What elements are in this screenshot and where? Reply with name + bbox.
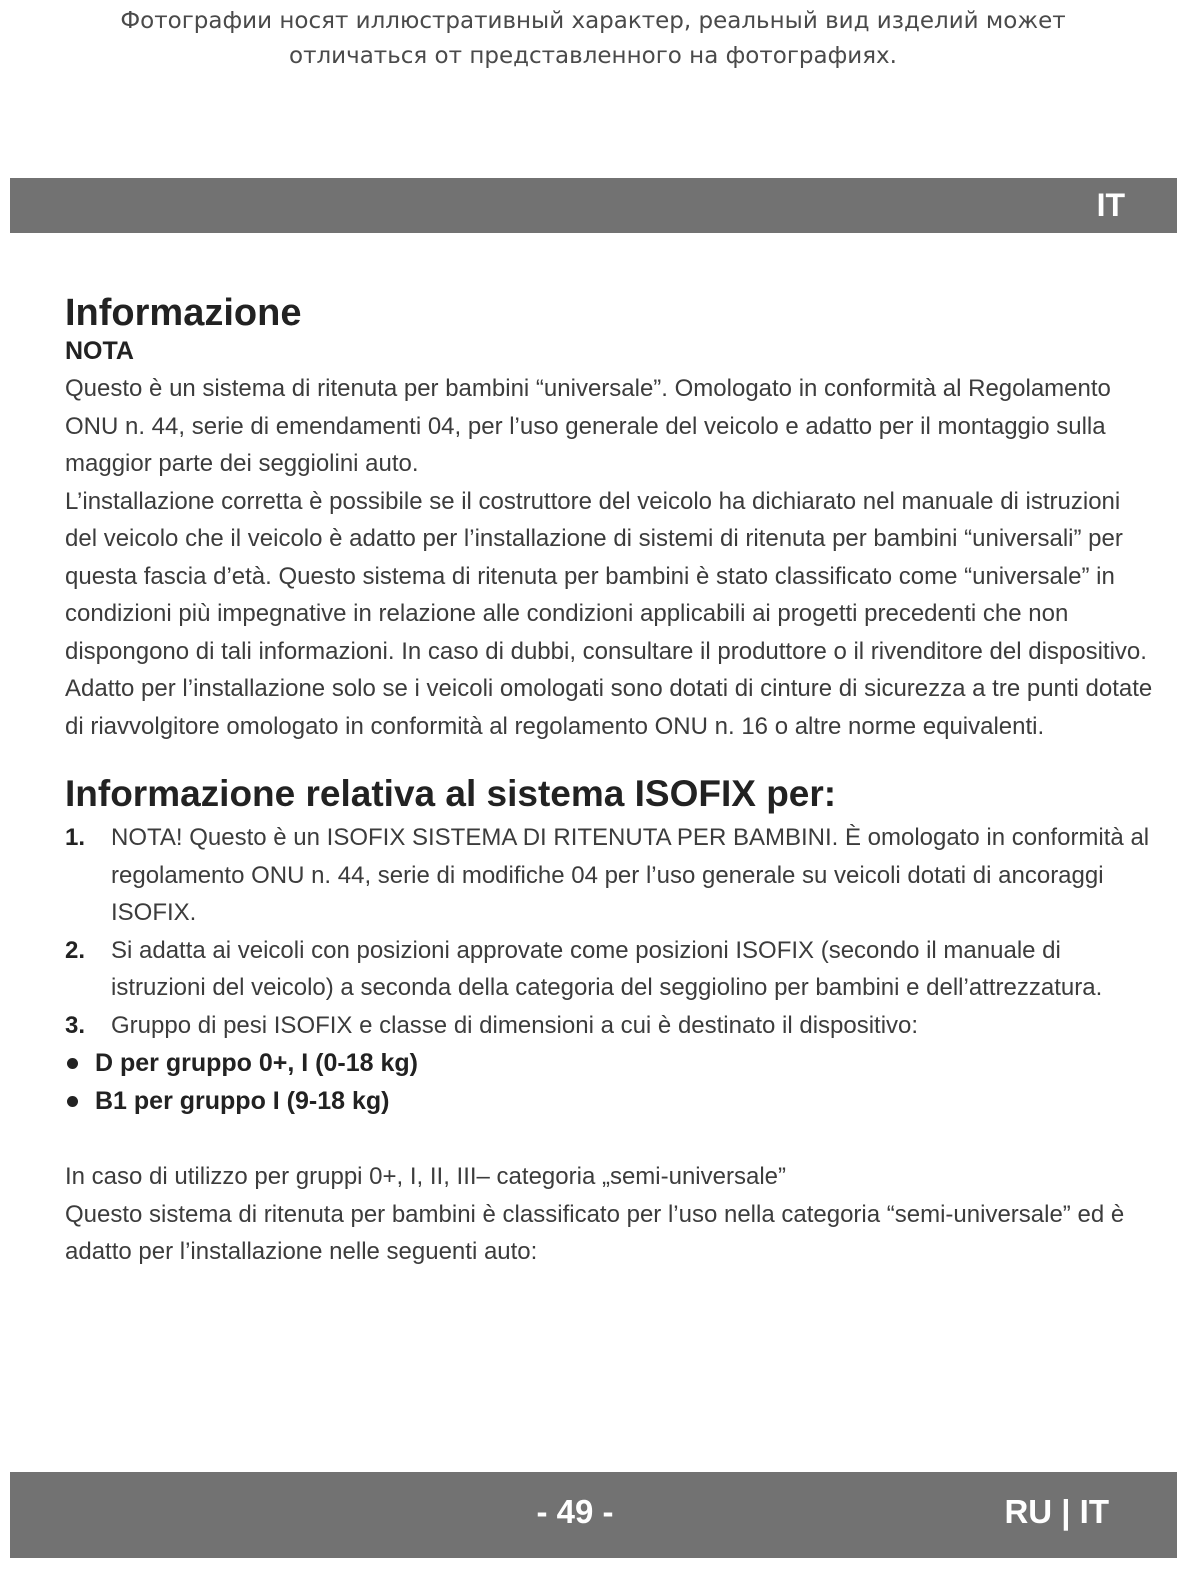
- bullet-item: [65, 1044, 1155, 1082]
- bullet-text: D per gruppo 0+, I (0-18 kg): [95, 1049, 418, 1077]
- disclaimer-line-1: Фотографии носят иллюстративный характер, реальный вид изделий может: [120, 8, 1066, 34]
- section-title-isofix: Informazione relativa al sistema ISOFIX per:: [65, 773, 837, 814]
- bullet-item: [65, 1082, 1155, 1120]
- footer-bar: [10, 1472, 1177, 1558]
- weight-group-list: [65, 1044, 1155, 1120]
- photo-disclaimer: [0, 4, 1186, 74]
- list-number: 1.: [65, 824, 86, 851]
- main-content: [65, 290, 1155, 1271]
- semi-universal-block: [65, 1158, 1155, 1271]
- page-number: - 49 -: [536, 1493, 614, 1530]
- list-item: [65, 819, 1155, 932]
- list-item-text: Gruppo di pesi ISOFIX e classe di dimensioni a cui è destinato il dispositivo:: [111, 1011, 919, 1039]
- list-item-text: NOTA! Questo è un ISOFIX SISTEMA DI RITENUTA PER BAMBINI. È omologato in conformità al regolamento ONU n. 44, serie di modifiche 04 per l’uso generale su veicoli dotati di ancoraggi ISOFIX.: [111, 824, 1150, 926]
- header-bar: [10, 178, 1177, 233]
- paragraph-belts: Adatto per l’installazione solo se i veicoli omologati sono dotati di cinture di sicurezza a tre punti dotate di riavvolgitore omologato in conformità al regolamento ONU n. 16 o altre norme equivalenti.: [65, 675, 1153, 740]
- list-number: 2.: [65, 936, 86, 964]
- paragraph-universal: Questo è un sistema di ritenuta per bambini “universale”. Omologato in conformità al Regolamento ONU n. 44, serie di emendamenti 04, per l’uso generale del veicolo e adatto per il montaggio sulla maggior parte dei seggiolini auto.: [65, 375, 1111, 477]
- language-label: IT: [1096, 187, 1125, 223]
- bullet-dot-icon: [67, 1096, 78, 1107]
- bullet-dot-icon: [67, 1058, 78, 1069]
- language-pair: RU | IT: [1004, 1493, 1109, 1530]
- list-number: 3.: [65, 1011, 86, 1039]
- semi-universal-description: Questo sistema di ritenuta per bambini è classificato per l’uso nella categoria “semi-universale” ed è adatto per l’installazione nelle seguenti auto:: [65, 1200, 1125, 1265]
- section-title-informazione: Informazione: [65, 292, 302, 334]
- bullet-text: B1 per gruppo I (9-18 kg): [95, 1087, 390, 1115]
- semi-universal-heading-line: In caso di utilizzo per gruppi 0+, I, II, III– categoria „semi-universale”: [65, 1163, 786, 1190]
- isofix-numbered-list: [65, 819, 1155, 1044]
- paragraph-installation: L’installazione corretta è possibile se il costruttore del veicolo ha dichiarato nel manuale di istruzioni del veicolo che il veicolo è adatto per l’installazione di sistemi di ritenuta per bambini “universali” per questa fascia d’età. Questo sistema di ritenuta per bambini è stato classificato come “universale” in condizioni più impegnative in relazione alle condizioni applicabili ai progetti precedenti che non dispongono di tali informazioni. In caso di dubbi, consultare il produttore o il rivenditore del dispositivo.: [65, 487, 1147, 665]
- nota-label: NOTA: [65, 337, 134, 365]
- disclaimer-line-2: отличаться от представленного на фотографиях.: [289, 43, 897, 69]
- list-item: [65, 1007, 1155, 1045]
- list-item-text: Si adatta ai veicoli con posizioni approvate come posizioni ISOFIX (secondo il manuale di istruzioni del veicolo) a seconda della categoria del seggiolino per bambini e dell’attrezzatura.: [111, 936, 1103, 1001]
- list-item: [65, 932, 1155, 1007]
